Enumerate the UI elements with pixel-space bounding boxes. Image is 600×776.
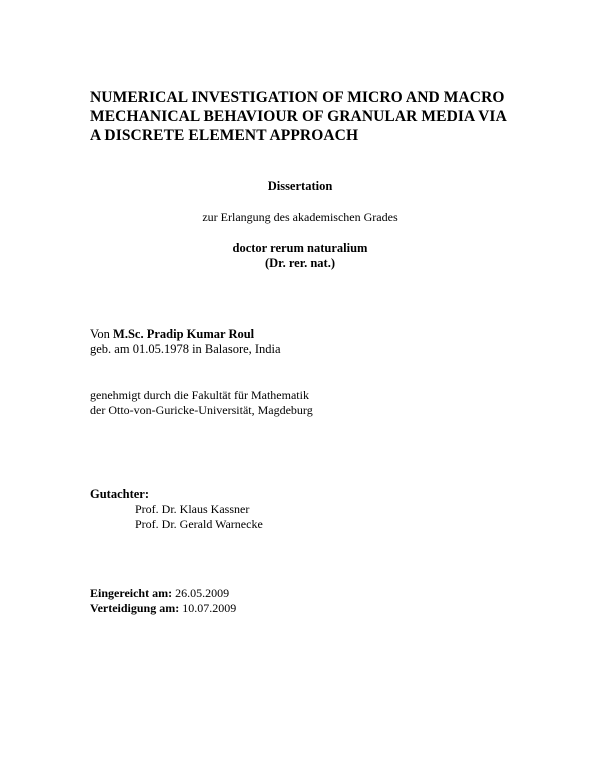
approval-line-1: genehmigt durch die Fakultät für Mathematik — [90, 388, 309, 402]
degree-block — [0, 241, 600, 271]
submitted-label: Eingereicht am: — [90, 586, 173, 600]
degree-purpose: zur Erlangung des akademischen Grades — [202, 210, 398, 224]
title-line-3: A DISCRETE ELEMENT APPROACH — [90, 127, 359, 144]
defense-label: Verteidigung am: — [90, 601, 180, 615]
reviewer-2: Prof. Dr. Gerald Warnecke — [135, 517, 263, 531]
dissertation-label: Dissertation — [267, 179, 333, 193]
title-line-1: NUMERICAL INVESTIGATION OF MICRO AND MACRO — [90, 89, 505, 106]
approval-line-2: der Otto-von-Guricke-Universität, Magdeburg — [90, 403, 313, 417]
author-name: M.Sc. Pradip Kumar Roul — [113, 327, 255, 341]
thesis-title — [90, 88, 530, 145]
degree-abbreviation: (Dr. rer. nat.) — [264, 256, 335, 270]
approval-block — [90, 388, 313, 418]
reviewer-1: Prof. Dr. Klaus Kassner — [135, 502, 250, 516]
author-prefix: Von — [90, 327, 110, 341]
reviewers-heading: Gutachter: — [90, 487, 150, 501]
reviewers-block — [90, 487, 263, 532]
title-line-2: MECHANICAL BEHAVIOUR OF GRANULAR MEDIA VIA — [90, 108, 507, 125]
defense-date: 10.07.2009 — [182, 601, 237, 615]
author-birth: geb. am 01.05.1978 in Balasore, India — [90, 342, 281, 356]
author-block — [90, 327, 281, 357]
dates-block — [90, 586, 236, 616]
degree-name: doctor rerum naturalium — [232, 241, 368, 255]
submitted-date: 26.05.2009 — [175, 586, 230, 600]
